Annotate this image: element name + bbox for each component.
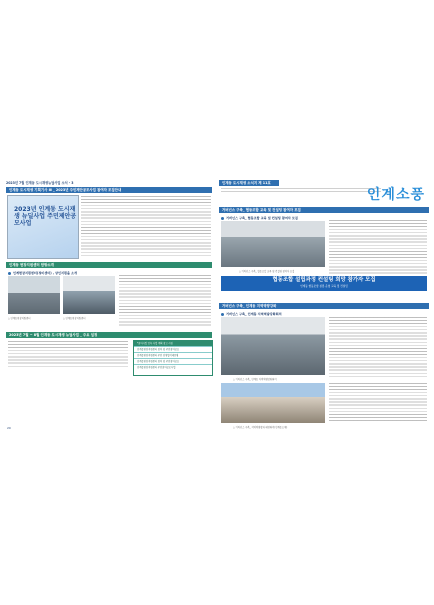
brand-logo: 인계소풍 xyxy=(366,187,425,203)
section-subtitle-center xyxy=(8,270,77,275)
banner-subline: 인계동 협동조합 설립·운영 교육 및 컨설팅 xyxy=(300,285,348,288)
newsletter-spread xyxy=(3,176,431,434)
schedule-row: 인계동현장지원센터 참여 및 주민참여공모 xyxy=(134,347,212,353)
section-title-coop: 거버넌스 구축_ 협동조합 교육 및 컨설팅 참여자 모집 xyxy=(219,207,429,213)
banner-headline: 협동조합 설립과정 컨설팅 희망 참가자 모집 xyxy=(272,277,376,283)
schedule-box-title: *참여사업 향후 사업 계획 참고 사항 xyxy=(134,341,212,347)
subtitle-text: 인계현장지원센터(정미센터) , 상인지원을 소개 xyxy=(13,271,78,275)
coop-photo-caption: △ 거버넌스 구축_ 협동조합 교육 및 컨설팅 참여자 모집 xyxy=(239,270,295,273)
schedule-box xyxy=(133,340,213,376)
poster-title: 2023년 인계동 도시재생 뉴딜사업 주민제안공모사업 xyxy=(14,206,77,227)
section-title-capacity: 거버넌스 구축_ 인계동 지역역량강화 xyxy=(219,303,429,309)
bullet-icon xyxy=(8,272,11,275)
bullet-icon xyxy=(221,217,224,220)
capacity-photo-caption: △ 거버넌스 구축_ 인계동 지역역량강화회의 xyxy=(233,378,277,381)
issue-banner: 인계동 도시재생 소식지 제 11호 xyxy=(219,180,279,186)
masthead-info xyxy=(221,188,381,192)
article-text-block xyxy=(81,196,211,258)
photo-capacity-meeting xyxy=(221,317,325,375)
recruit-poster xyxy=(7,195,79,259)
subtitle-text: 거버넌스 구축_ 인계동 지역역량강화회의 xyxy=(226,312,282,316)
section-title-schedule: 2023년 7월 ~ 8월 인계동 도시재생 뉴딜사업 _ 주요 일정 xyxy=(6,332,212,338)
page-header: 2023년 7월 인계동 도시재생뉴딜사업 소식 - 3 xyxy=(6,181,74,185)
street-photo-caption: △ 거버넌스 구축_ 지역역량강화 대면회의(인계동소재) xyxy=(233,426,288,429)
section-subtitle-capacity xyxy=(221,311,282,316)
schedule-row: 인계동현장지원센터 참여 및 주민참여공모 xyxy=(134,359,212,365)
right-page xyxy=(219,176,431,434)
bullet-icon xyxy=(221,313,224,316)
street-text-block xyxy=(329,383,427,423)
section-title-center: 인계동 현장지원센터 탐방소개 xyxy=(6,262,212,268)
photo1-caption: △ 인계동현장지원센터 xyxy=(8,317,31,320)
center-text-block xyxy=(119,275,211,327)
photo-center-1 xyxy=(8,276,60,314)
section-title-recruit: 인계동 도시재생 기획기사 Ⅲ _ 2023년 주민제안공모사업 참여자 모집안내 xyxy=(6,187,212,193)
capacity-text-block xyxy=(329,317,427,379)
schedule-list xyxy=(8,341,128,367)
photo-street xyxy=(221,383,325,423)
subtitle-text: 거버넌스 구축_ 협동조합 교육 및 컨설팅 참여자 모집 xyxy=(226,216,298,220)
section-subtitle-coop xyxy=(221,215,298,220)
page-number: 20 xyxy=(7,426,11,430)
schedule-row: 인계동현장지원센터 주민참여공모사업 xyxy=(137,366,176,369)
coop-text-block xyxy=(329,220,427,276)
schedule-row: 인계동현장지원센터 주민 상생협의체운영 xyxy=(134,353,212,359)
photo2-caption: △ 인계동현장지원센터 xyxy=(63,317,86,320)
left-page xyxy=(3,176,215,434)
coop-recruit-banner xyxy=(221,276,427,291)
photo-coop-meeting xyxy=(221,221,325,267)
photo-center-2 xyxy=(63,276,115,314)
